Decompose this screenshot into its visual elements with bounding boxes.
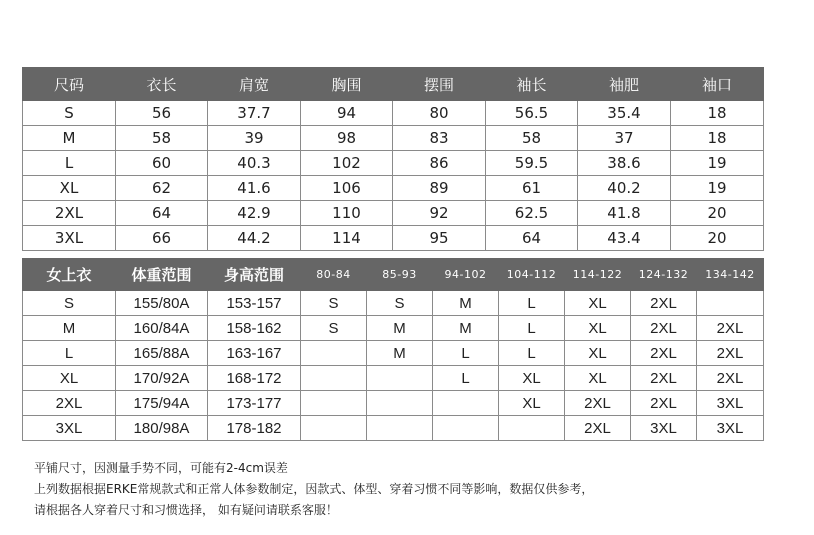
table-row [23, 126, 764, 151]
header-cell: 体重范围 [116, 259, 208, 291]
table-cell: 59.5 [486, 151, 578, 176]
table-cell: 114 [301, 226, 393, 251]
table-cell: 168-172 [208, 366, 301, 391]
note-line: 平铺尺寸，因测量手势不同，可能有2-4cm误差 [34, 461, 288, 475]
table-cell: 20 [671, 226, 764, 251]
table-cell: 3XL [23, 226, 116, 251]
table-cell [301, 366, 367, 391]
table-cell [367, 416, 433, 441]
table-cell: 155/80A [116, 291, 208, 316]
table-cell: 89 [393, 176, 486, 201]
table-cell [697, 291, 764, 316]
table-cell: 2XL [23, 201, 116, 226]
table-cell: S [23, 291, 116, 316]
table-cell [301, 341, 367, 366]
table-cell: 2XL [565, 416, 631, 441]
table-cell: 175/94A [116, 391, 208, 416]
header-cell: 袖长 [486, 68, 578, 101]
table-cell: XL [23, 176, 116, 201]
table-cell [433, 416, 499, 441]
table-cell: 165/88A [116, 341, 208, 366]
table-row [23, 201, 764, 226]
table-row [23, 341, 764, 366]
table-cell: 56 [116, 101, 208, 126]
notes [34, 458, 593, 521]
table-cell: 2XL [697, 316, 764, 341]
table-cell: 2XL [565, 391, 631, 416]
table-cell: M [433, 291, 499, 316]
table-row [23, 366, 764, 391]
table-cell: XL [499, 366, 565, 391]
measurement-table-body [23, 101, 764, 251]
table-cell: 41.8 [578, 201, 671, 226]
table-cell: 2XL [631, 366, 697, 391]
header-cell: 124-132 [631, 259, 697, 291]
table-cell: 3XL [23, 416, 116, 441]
table-cell: 19 [671, 151, 764, 176]
table-cell [301, 391, 367, 416]
table-cell [367, 366, 433, 391]
table-cell [301, 416, 367, 441]
table-cell: 64 [116, 201, 208, 226]
table-cell: XL [565, 366, 631, 391]
table-cell: 2XL [631, 391, 697, 416]
table-row [23, 151, 764, 176]
table-cell: 80 [393, 101, 486, 126]
table-cell: 163-167 [208, 341, 301, 366]
table-cell: 92 [393, 201, 486, 226]
table-cell: 58 [116, 126, 208, 151]
table-cell: 2XL [631, 341, 697, 366]
table-row [23, 226, 764, 251]
table-cell: M [23, 126, 116, 151]
table-cell: M [367, 316, 433, 341]
table-cell: M [367, 341, 433, 366]
table-cell: 43.4 [578, 226, 671, 251]
table-cell: 35.4 [578, 101, 671, 126]
table-cell: 3XL [697, 416, 764, 441]
table-cell: 173-177 [208, 391, 301, 416]
table-cell: 40.3 [208, 151, 301, 176]
table-cell: 41.6 [208, 176, 301, 201]
header-cell: 身高范围 [208, 259, 301, 291]
table-cell: S [301, 291, 367, 316]
table-cell: 20 [671, 201, 764, 226]
table-cell [433, 391, 499, 416]
header-cell: 衣长 [116, 68, 208, 101]
table-cell: 153-157 [208, 291, 301, 316]
size-guide-table-body [23, 291, 764, 441]
table-cell: XL [23, 366, 116, 391]
table-cell: M [23, 316, 116, 341]
table-row [23, 291, 764, 316]
size-guide-table [22, 258, 764, 441]
header-cell: 摆围 [393, 68, 486, 101]
header-cell: 袖肥 [578, 68, 671, 101]
header-cell: 104-112 [499, 259, 565, 291]
header-cell: 114-122 [565, 259, 631, 291]
table-cell: L [23, 341, 116, 366]
table-cell: XL [499, 391, 565, 416]
table-cell: 37 [578, 126, 671, 151]
table-cell: 2XL [631, 316, 697, 341]
table-cell: 102 [301, 151, 393, 176]
table-cell: 98 [301, 126, 393, 151]
table-cell: XL [565, 291, 631, 316]
table-cell: 86 [393, 151, 486, 176]
table-cell: 83 [393, 126, 486, 151]
table-cell: 2XL [697, 341, 764, 366]
table-cell: L [433, 341, 499, 366]
table-cell: 110 [301, 201, 393, 226]
table-cell [499, 416, 565, 441]
table-cell: 2XL [23, 391, 116, 416]
table-cell: 56.5 [486, 101, 578, 126]
header-cell: 肩宽 [208, 68, 301, 101]
table-cell: S [367, 291, 433, 316]
table-cell: 170/92A [116, 366, 208, 391]
table-cell: 40.2 [578, 176, 671, 201]
table-row [23, 391, 764, 416]
table-cell: 62.5 [486, 201, 578, 226]
table-cell: 95 [393, 226, 486, 251]
table-cell: 3XL [697, 391, 764, 416]
table-cell [367, 391, 433, 416]
table-cell: 18 [671, 126, 764, 151]
table-cell: 44.2 [208, 226, 301, 251]
measurement-header-row [23, 68, 764, 101]
table-cell: 106 [301, 176, 393, 201]
note-line: 上列数据根据ERKE常规款式和正常人体参数制定，因款式、体型、穿着习惯不同等影响，数据仅供参考， [34, 482, 594, 496]
table-row [23, 416, 764, 441]
table-cell: L [23, 151, 116, 176]
table-cell: 160/84A [116, 316, 208, 341]
table-cell: 19 [671, 176, 764, 201]
header-cell: 94-102 [433, 259, 499, 291]
table-cell: 94 [301, 101, 393, 126]
table-cell: 180/98A [116, 416, 208, 441]
table-cell: 2XL [631, 291, 697, 316]
table-cell: L [433, 366, 499, 391]
size-guide-header-row [23, 259, 764, 291]
header-cell: 袖口 [671, 68, 764, 101]
table-cell: L [499, 341, 565, 366]
table-cell: 2XL [697, 366, 764, 391]
table-cell: 64 [486, 226, 578, 251]
table-cell: 18 [671, 101, 764, 126]
table-cell: 178-182 [208, 416, 301, 441]
note-line: 请根据各人穿着尺寸和习惯选择， 如有疑问请联系客服！ [34, 503, 338, 517]
table-cell: 37.7 [208, 101, 301, 126]
table-cell: 58 [486, 126, 578, 151]
table-cell: XL [565, 316, 631, 341]
measurement-table [22, 67, 764, 251]
table-cell: S [301, 316, 367, 341]
table-cell: 60 [116, 151, 208, 176]
table-cell: M [433, 316, 499, 341]
header-cell: 胸围 [301, 68, 393, 101]
header-cell: 尺码 [23, 68, 116, 101]
table-cell: 66 [116, 226, 208, 251]
table-cell: 62 [116, 176, 208, 201]
header-cell: 134-142 [697, 259, 764, 291]
table-cell: 39 [208, 126, 301, 151]
header-cell: 85-93 [367, 259, 433, 291]
table-row [23, 316, 764, 341]
table-row [23, 176, 764, 201]
table-cell: 38.6 [578, 151, 671, 176]
table-cell: 42.9 [208, 201, 301, 226]
table-cell: 158-162 [208, 316, 301, 341]
header-cell: 女上衣 [23, 259, 116, 291]
table-cell: S [23, 101, 116, 126]
table-cell: 61 [486, 176, 578, 201]
table-row [23, 101, 764, 126]
table-cell: L [499, 316, 565, 341]
table-cell: XL [565, 341, 631, 366]
table-cell: L [499, 291, 565, 316]
header-cell: 80-84 [301, 259, 367, 291]
table-cell: 3XL [631, 416, 697, 441]
